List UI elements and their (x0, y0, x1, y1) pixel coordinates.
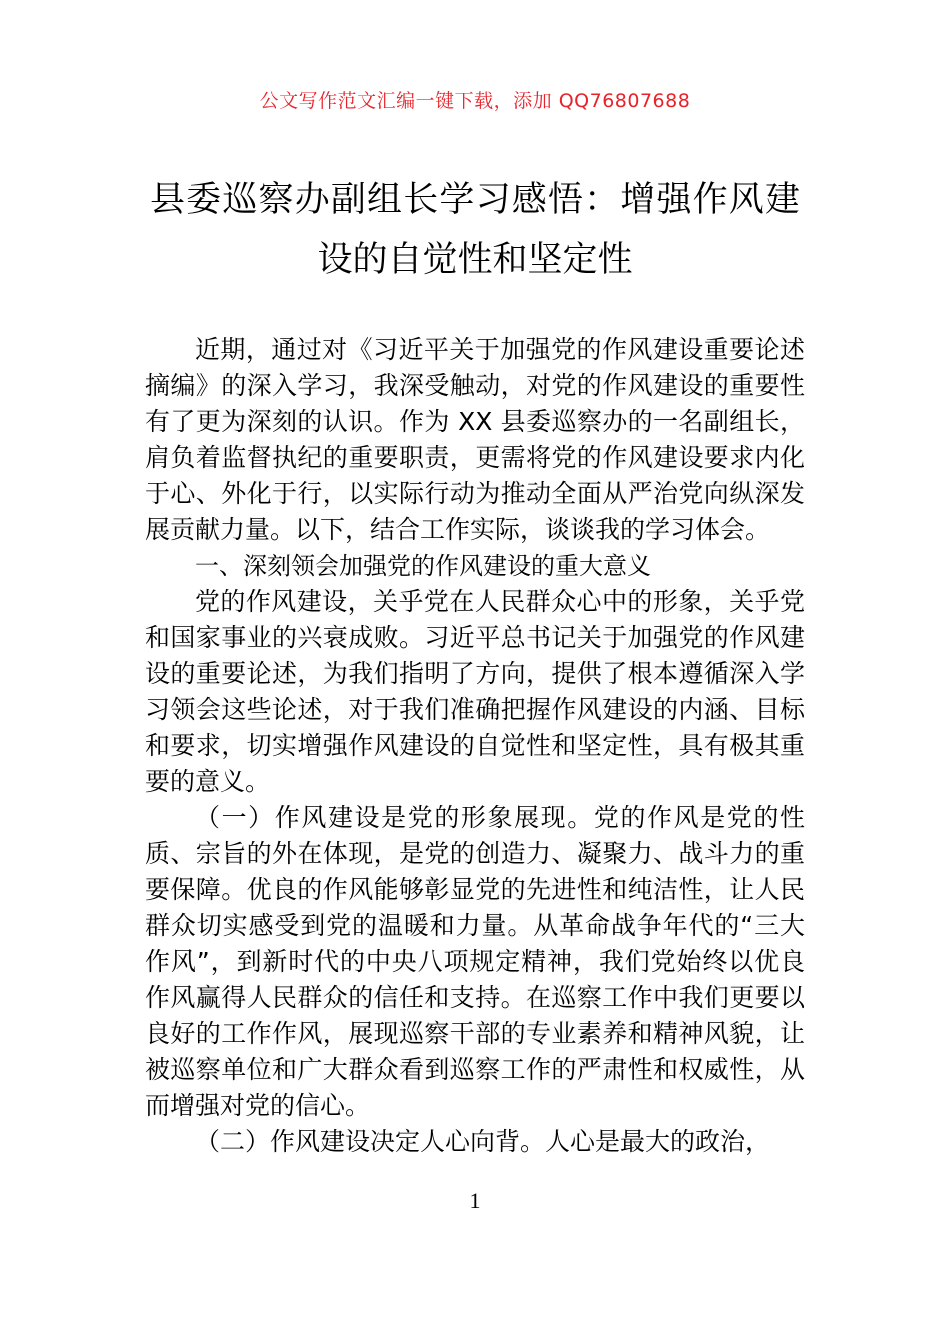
paragraph-significance: 党的作风建设，关乎党在人民群众心中的形象，关乎党和国家事业的兴衰成败。习近平总书记关于加强党的作风建设的重要论述，为我们指明了方向，提供了根本遵循深入学习领会这些论述，对于我们准确把握作风建设的内涵、目标和要求，切实增强作风建设的自觉性和坚定性，具有极其重要的意义。 (145, 587, 805, 796)
title-line-1: 县委巡察办副组长学习感悟：增强作风建 (150, 180, 800, 220)
title-line-2: 设的自觉性和坚定性 (317, 240, 633, 280)
paragraph-intro: 近期，通过对《习近平关于加强党的作风建设重要论述摘编》的深入学习，我深受触动，对党的作风建设的重要性有了更为深刻的认识。作为 XX 县委巡察办的一名副组长，肩负着监督执纪的重要职责，更需将党的作风建设要求内化于心、外化于行，以实际行动为推动全面从严治党向纵深发展贡献力量。以下，结合工作实际，谈谈我的学习体会。 (145, 335, 805, 544)
document-title (150, 170, 800, 290)
promo-header: 公文写作范文汇编一键下载，添加 QQ76807688 (259, 90, 691, 112)
section-heading-1: 一、深刻领会加强党的作风建设的重大意义 (195, 552, 651, 580)
page-number: 1 (469, 1188, 481, 1213)
paragraph-point-1: （一）作风建设是党的形象展现。党的作风是党的性质、宗旨的外在体现，是党的创造力、凝聚力、战斗力的重要保障。优良的作风能够彰显党的先进性和纯洁性，让人民群众切实感受到党的温暖和力量。从革命战争年代的“三大作风”，到新时代的中央八项规定精神，我们党始终以优良作风赢得人民群众的信任和支持。在巡察工作中我们更要以良好的工作作风，展现巡察干部的专业素养和精神风貌，让被巡察单位和广大群众看到巡察工作的严肃性和权威性，从而增强对党的信心。 (145, 803, 805, 1120)
document-body (145, 332, 805, 1160)
paragraph-point-2: （二）作风建设决定人心向背。人心是最大的政治， (195, 1127, 771, 1156)
